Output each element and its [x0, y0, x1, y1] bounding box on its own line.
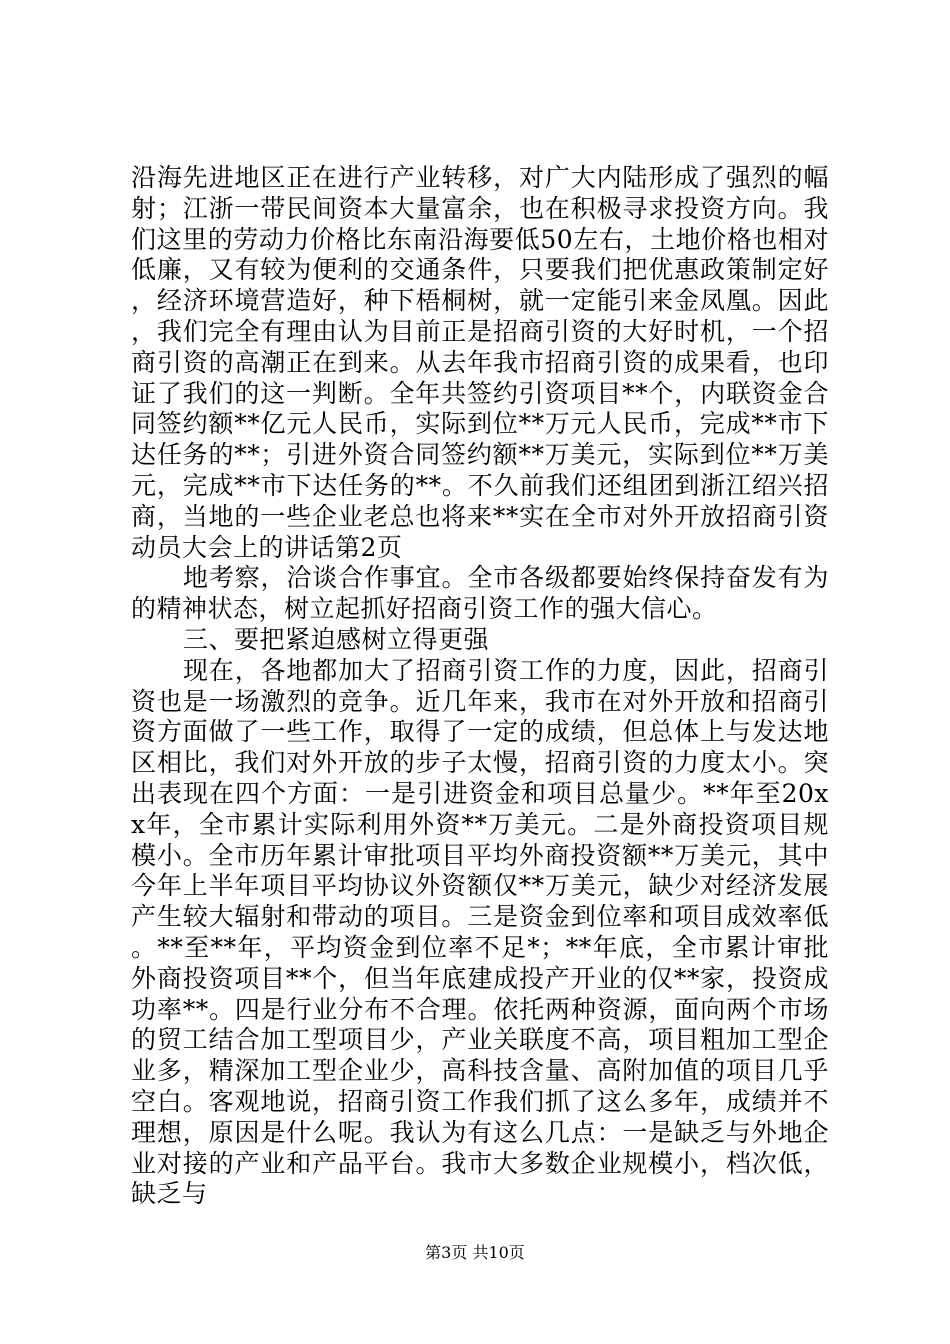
body-paragraph-4: 现在，各地都加大了招商引资工作的力度，因此，招商引资也是一场激烈的竞争。近几年来，我市在对外开放和招商引资方面做了一些工作，取得了一定的成绩，但总体上与发达地区相比，我们对外开放的步子太慢，招商引资的力度太小。突出表现在四个方面：一是引进资金和项目总量少。**年至20xx年，全市累计实际利用外资**万美元。二是外商投资项目规模小。全市历年累计审批项目平均外商投资额**万美元，其中今年上半年项目平均协议外资额仅**万美元，缺少对经济发展产生较大辐射和带动的项目。三是资金到位率和项目成效率低。**至**年，平均资金到位率不足*；**年底，全市累计审批外商投资项目**个，但当年底建成投产开业的仅**家，投资成功率**。四是行业分布不合理。依托两种资源，面向两个市场的贸工结合加工型项目少，产业关联度不高，项目粗加工型企业多，精深加工型企业少，高科技含量、高附加值的项目几乎空白。客观地说，招商引资工作我们抓了这么多年，成绩并不理想，原因是什么呢。我认为有这么几点：一是缺乏与外地企业对接的产业和产品平台。我市大多数企业规模小，档次低，缺乏与 — [131, 655, 829, 1209]
document-body — [131, 163, 829, 1210]
page-footer: 第3页 共10页 — [425, 1243, 525, 1262]
section-heading-3: 三、要把紧迫感树立得更强 — [183, 624, 490, 654]
body-paragraph-2: 地考察，洽谈合作事宜。全市各级都要始终保持奋发有为的精神状态，树立起抓好招商引资工作的强大信心。 — [131, 563, 829, 624]
body-paragraph-1: 沿海先进地区正在进行产业转移，对广大内陆形成了强烈的幅射；江浙一带民间资本大量富余，也在积极寻求投资方向。我们这里的劳动力价格比东南沿海要低50左右，土地价格也相对低廉，又有较为便利的交通条件，只要我们把优惠政策制定好，经济环境营造好，种下梧桐树，就一定能引来金凤凰。因此，我们完全有理由认为目前正是招商引资的大好时机，一个招商引资的高潮正在到来。从去年我市招商引资的成果看，也印证了我们的这一判断。全年共签约引资项目**个，内联资金合同签约额**亿元人民币，实际到位**万元人民币，完成**市下达任务的**；引进外资合同签约额**万美元，实际到位**万美元，完成**市下达任务的**。不久前我们还组团到浙江绍兴招商，当地的一些企业老总也将来**实在全市对外开放招商引资动员大会上的讲话第2页 — [131, 163, 829, 562]
